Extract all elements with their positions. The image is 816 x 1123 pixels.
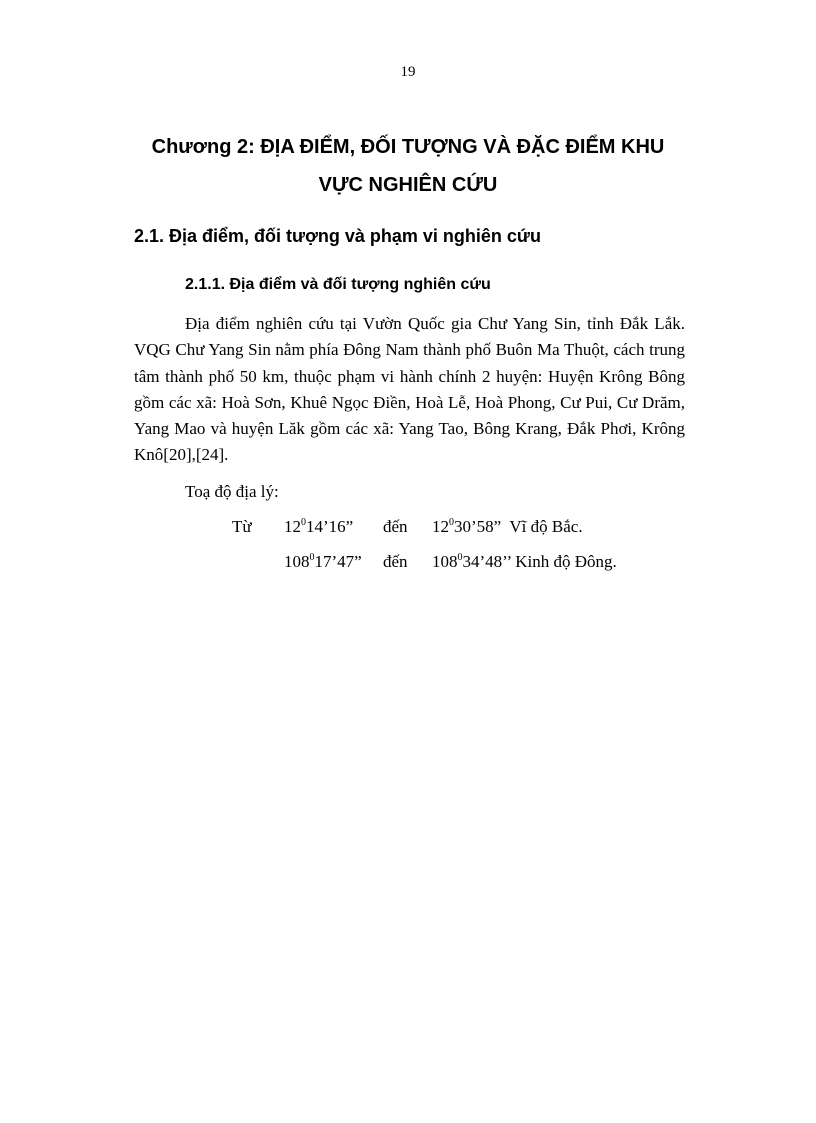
- to-label: đến: [383, 517, 408, 536]
- from-label: Từ: [232, 517, 252, 536]
- chapter-title: [100, 128, 716, 204]
- to-label: đến: [383, 552, 408, 571]
- longitude-to-minutes: 34’48’’ Kinh độ Đông.: [462, 552, 617, 571]
- longitude-from-minutes: 17’47”: [314, 552, 362, 571]
- latitude-to-degrees: 12: [432, 517, 449, 536]
- longitude-to-degrees: 108: [432, 552, 458, 571]
- latitude-to: [432, 517, 583, 537]
- section-heading: 2.1. Địa điểm, đối tượng và phạm vi nghiên cứu: [134, 226, 541, 246]
- latitude-from-degrees: 12: [284, 517, 301, 536]
- chapter-title-line-1: Chương 2: ĐỊA ĐIỂM, ĐỐI TƯỢNG VÀ ĐẶC ĐIỂM KHU: [151, 136, 665, 158]
- latitude-from: [284, 517, 353, 537]
- latitude-to-minutes: 30’58” Vĩ độ Bắc.: [454, 517, 583, 536]
- longitude-from-degrees: 108: [284, 552, 310, 571]
- degree-mark: 0: [449, 517, 454, 528]
- latitude-from-minutes: 14’16”: [306, 517, 354, 536]
- page-number: 19: [400, 64, 416, 80]
- degree-mark: 0: [301, 517, 306, 528]
- chapter-title-line-2: VỰC NGHIÊN CỨU: [318, 174, 498, 196]
- longitude-from: [284, 552, 362, 572]
- degree-mark: 0: [457, 552, 463, 563]
- degree-mark: 0: [309, 552, 315, 563]
- coordinates-label: Toạ độ địa lý:: [185, 482, 279, 501]
- longitude-to: [432, 552, 617, 572]
- body-paragraph: Địa điểm nghiên cứu tại Vườn Quốc gia Chư Yang Sin, tỉnh Đắk Lắk. VQG Chư Yang Sin nằm phía Đông Nam thành phố Buôn Ma Thuột, cách trung tâm thành phố 50 km, thuộc phạm vi hành chính 2 huyện: Huyện Krông Bông gồm các xã: Hoà Sơn, Khuê Ngọc Điền, Hoà Lễ, Hoà Phong, Cư Pui, Cư Drăm, Yang Mao và huyện Lăk gồm các xã: Yang Tao, Bông Krang, Đắk Phơi, Krông Knô[20],[24].: [134, 314, 685, 465]
- subsection-heading: 2.1.1. Địa điểm và đối tượng nghiên cứu: [185, 276, 491, 293]
